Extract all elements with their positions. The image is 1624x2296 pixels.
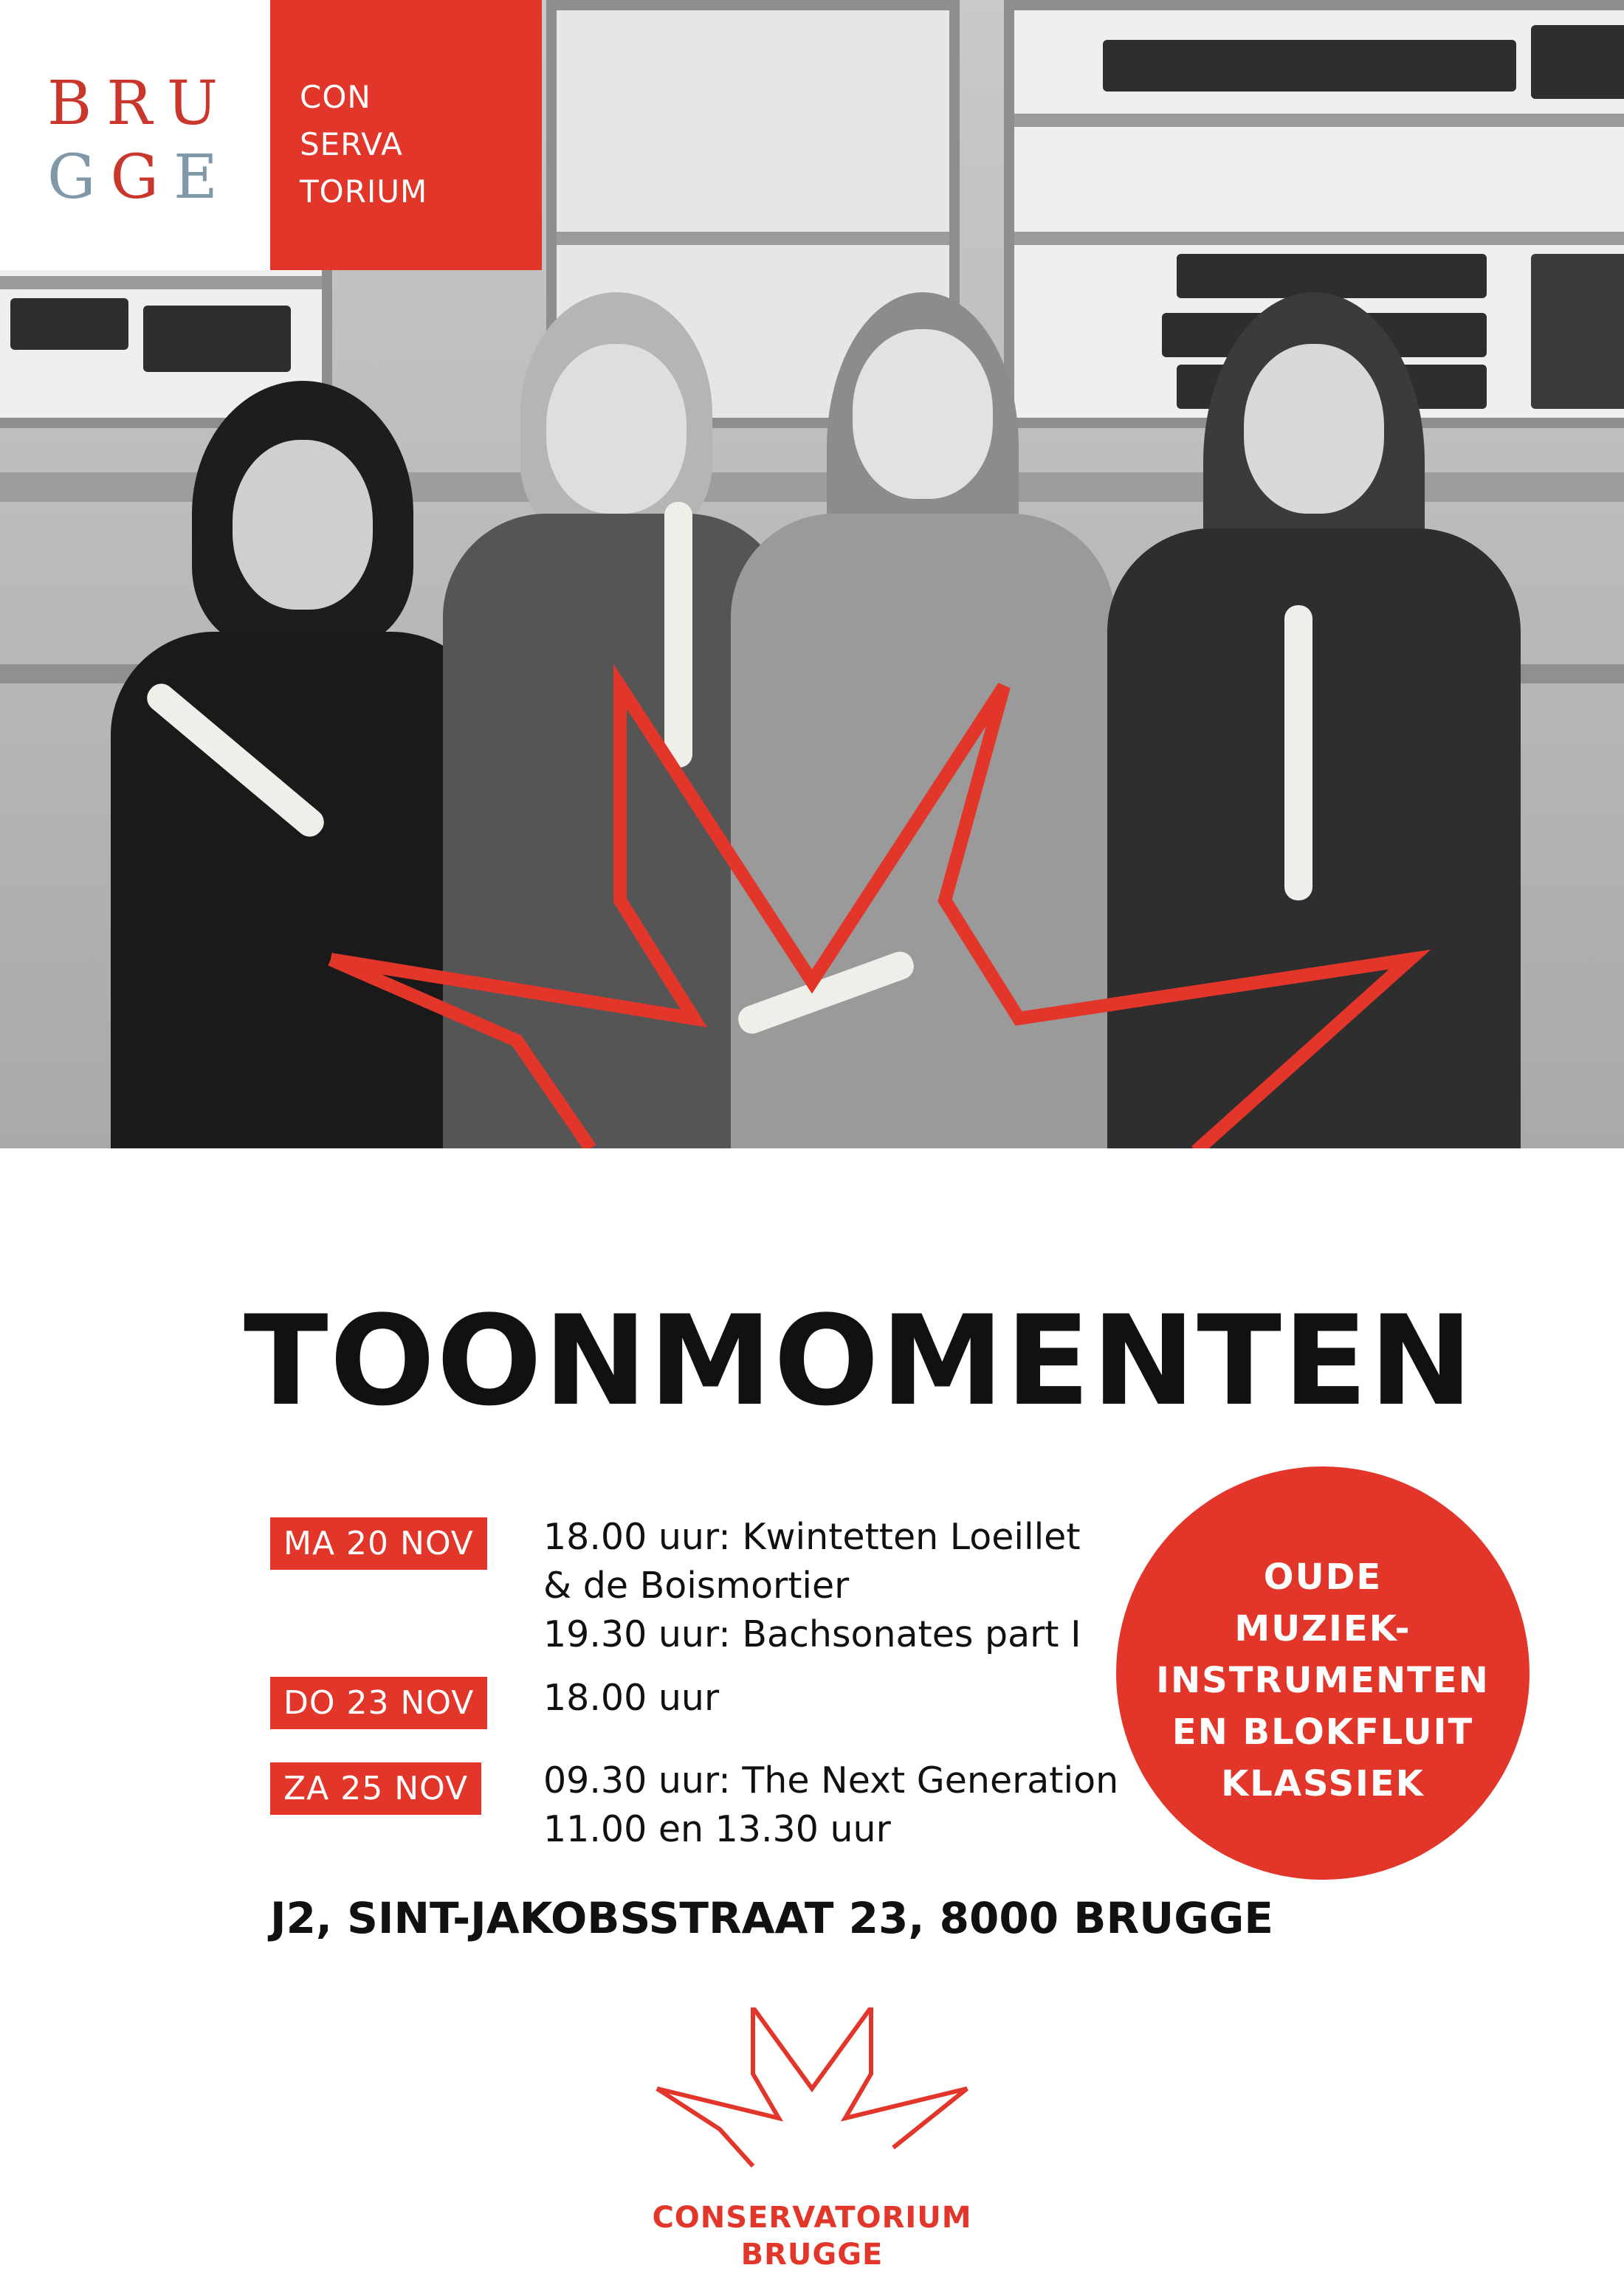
- event-1-line-1: 18.00 uur: Kwintetten Loeillet: [543, 1516, 1081, 1558]
- event-1-details: [543, 1513, 1081, 1659]
- conservatorium-logo-line-3: TORIUM: [300, 173, 428, 210]
- crown-icon: [650, 2007, 974, 2170]
- page-title: TOONMOMENTEN: [244, 1289, 1475, 1433]
- date-badge-1: MA 20 NOV: [270, 1517, 487, 1570]
- footer-logo-line-2: BRUGGE: [740, 2238, 884, 2272]
- event-1-line-3: 19.30 uur: Bachsonates part I: [543, 1613, 1081, 1655]
- conservatorium-logo: [270, 0, 542, 270]
- brugge-logo-row1: BRU: [47, 69, 233, 139]
- event-3-details: [543, 1757, 1118, 1854]
- circle-line-4: EN BLOKFLUIT: [1171, 1711, 1474, 1753]
- brugge-logo-row2: GGE: [47, 142, 233, 213]
- event-2-line-1: 18.00 uur: [543, 1677, 720, 1719]
- circle-line-3: INSTRUMENTEN: [1156, 1660, 1490, 1701]
- date-badge-3: ZA 25 NOV: [270, 1762, 481, 1815]
- footer-logo-line-1: CONSERVATORIUM: [652, 2201, 972, 2235]
- category-circle: [1116, 1466, 1530, 1880]
- event-3-line-2: 11.00 en 13.30 uur: [543, 1808, 891, 1850]
- circle-line-1: OUDE: [1263, 1556, 1383, 1598]
- circle-line-2: MUZIEK-: [1234, 1608, 1411, 1649]
- circle-line-5: KLASSIEK: [1221, 1763, 1425, 1804]
- brugge-logo: [0, 0, 270, 270]
- event-2-details: [543, 1674, 719, 1723]
- date-badge-2: DO 23 NOV: [270, 1677, 487, 1729]
- venue-address: J2, SINT-JAKOBSSTRAAT 23, 8000 BRUGGE: [270, 1893, 1274, 1943]
- event-3-line-1: 09.30 uur: The Next Generation: [543, 1759, 1119, 1802]
- conservatorium-logo-line-2: SERVA: [300, 126, 403, 162]
- conservatorium-logo-line-1: CON: [300, 79, 371, 115]
- footer-logo: [650, 2007, 974, 2273]
- event-1-line-2: & de Boismortier: [543, 1565, 850, 1607]
